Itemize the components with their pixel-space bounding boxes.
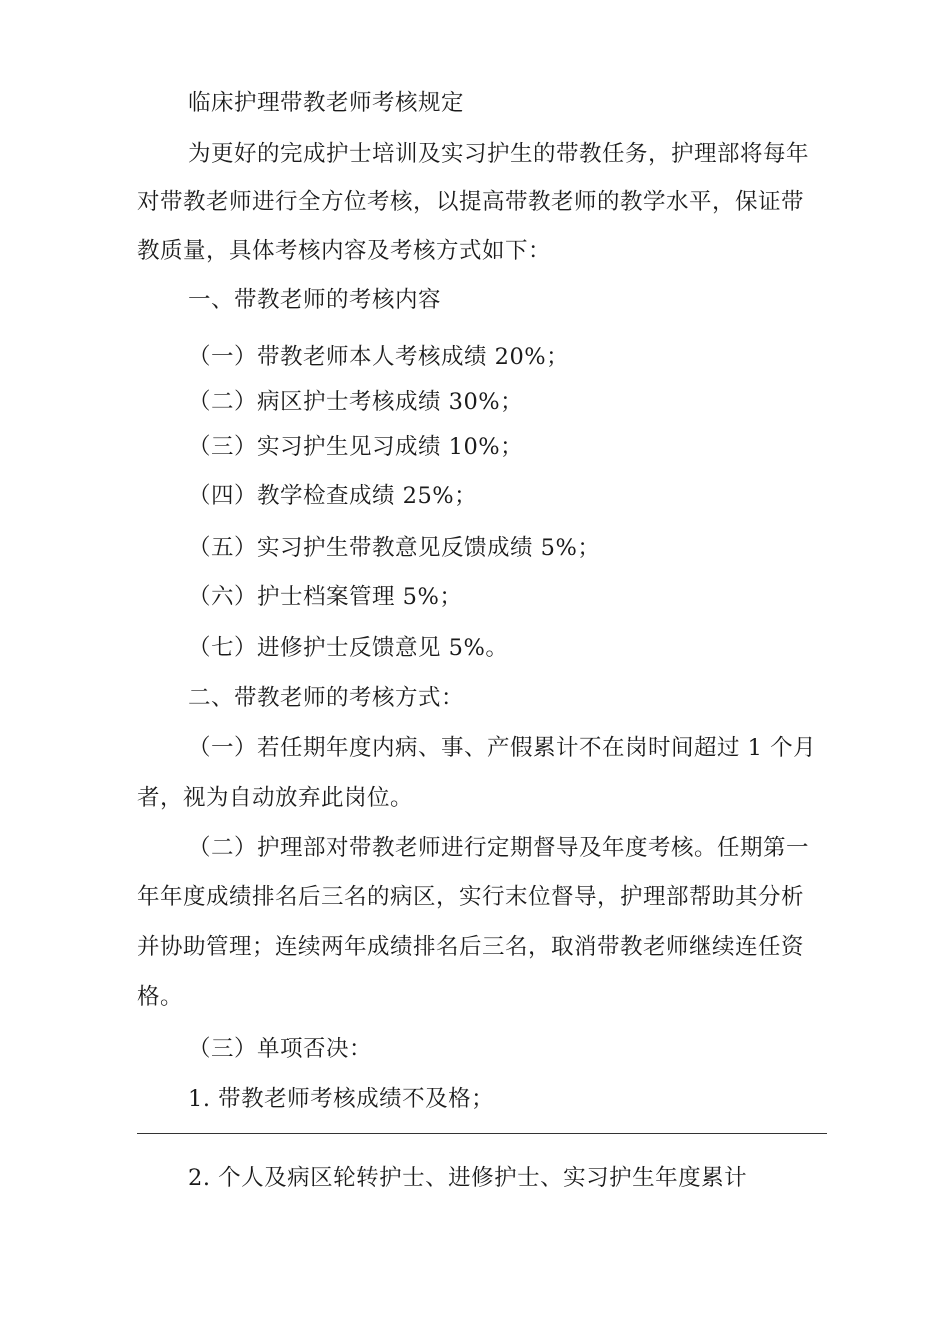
list-item: （二）病区护士考核成绩 30%； (188, 389, 524, 415)
list-item: （五）实习护生带教意见反馈成绩 5%； (188, 535, 601, 561)
list-item: （四）教学检查成绩 25%； (188, 483, 478, 509)
paragraph-line: （一）若任期年度内病、事、产假累计不在岗时间超过 1 个月 (188, 735, 817, 761)
paragraph-line: （三）单项否决： (188, 1036, 373, 1062)
section-heading: 一、带教老师的考核内容 (188, 287, 442, 313)
list-item: 2. 个人及病区轮转护士、进修护士、实习护生年度累计 (188, 1165, 748, 1191)
paragraph-line: 格。 (137, 984, 184, 1010)
paragraph-line: 年年度成绩排名后三名的病区，实行末位督导，护理部帮助其分析 (137, 884, 805, 910)
intro-line: 教质量，具体考核内容及考核方式如下： (137, 238, 552, 264)
list-item: （三）实习护生见习成绩 10%； (188, 434, 524, 460)
section-heading: 二、带教老师的考核方式： (188, 685, 465, 711)
intro-line: 对带教老师进行全方位考核，以提高带教老师的教学水平，保证带 (137, 189, 805, 215)
document-title: 临床护理带教老师考核规定 (188, 90, 465, 116)
intro-line: 为更好的完成护士培训及实习护生的带教任务，护理部将每年 (188, 141, 810, 167)
list-item: 1. 带教老师考核成绩不及格； (188, 1086, 495, 1112)
paragraph-line: （二）护理部对带教老师进行定期督导及年度考核。任期第一 (188, 835, 810, 861)
list-item: （一）带教老师本人考核成绩 20%； (188, 344, 570, 370)
paragraph-line: 者，视为自动放弃此岗位。 (137, 785, 414, 811)
page-divider (137, 1133, 827, 1134)
paragraph-line: 并协助管理；连续两年成绩排名后三名，取消带教老师继续连任资 (137, 934, 805, 960)
list-item: （七）进修护士反馈意见 5%。 (188, 635, 509, 661)
list-item: （六）护士档案管理 5%； (188, 584, 463, 610)
